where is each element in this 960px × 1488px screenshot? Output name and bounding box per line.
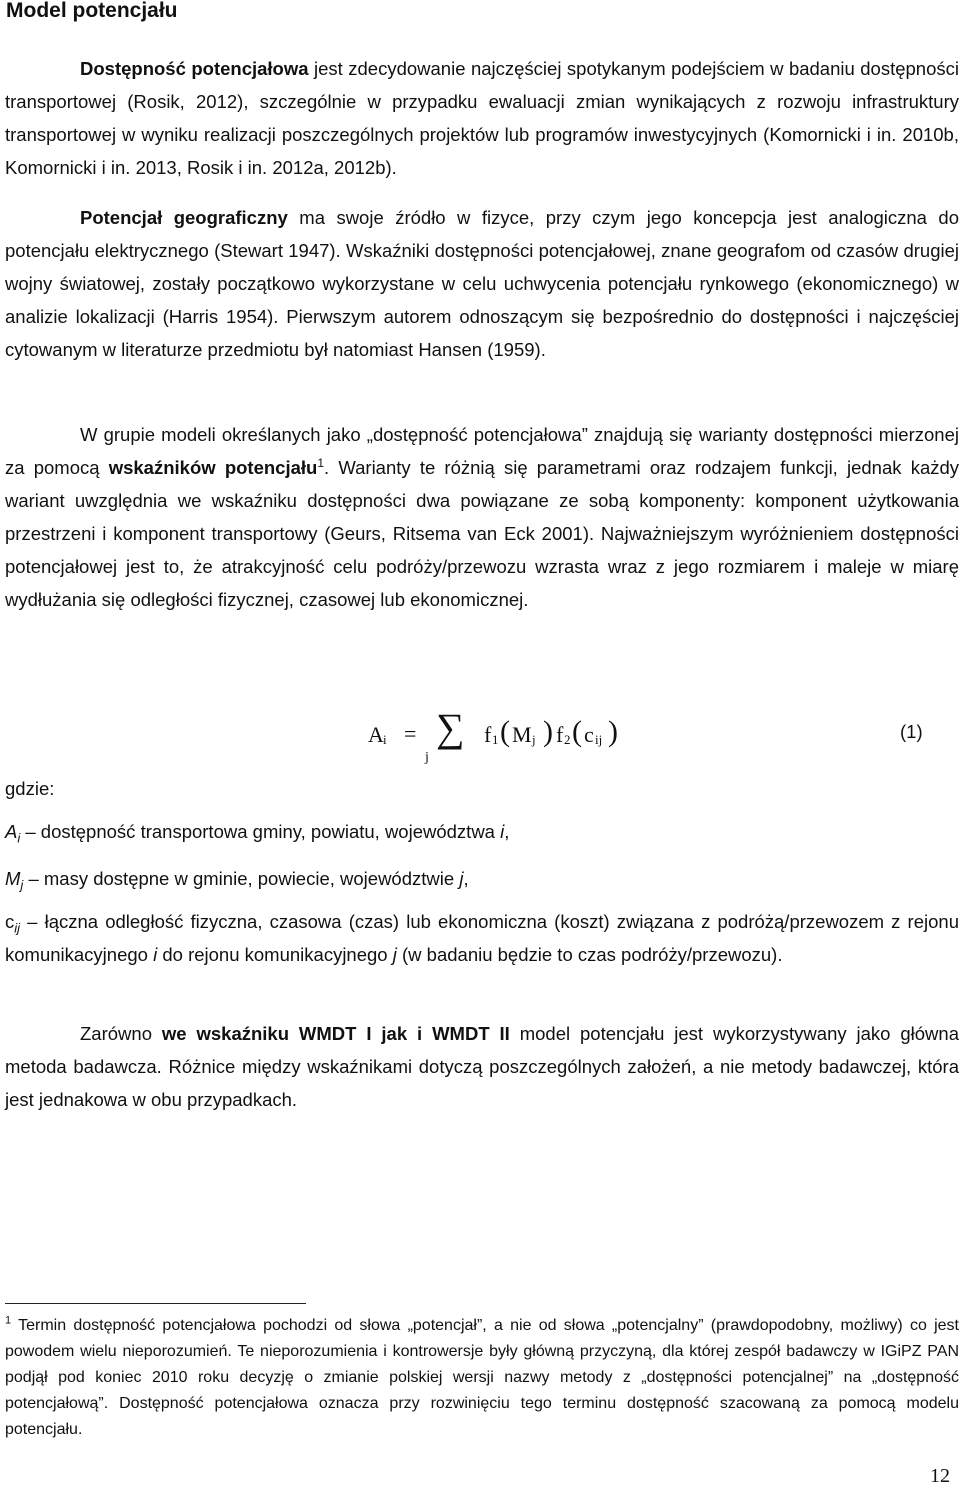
paragraph-text: model potencjału jest wykorzystywany jako główna metoda badawcza. Różnice między wskaźnikami dotyczą poszczególnych założeń, a nie metody badawczej, która jest jednakowa w obu przypadkach.	[5, 1023, 959, 1110]
formula-sum-symbol: ∑	[436, 705, 465, 750]
def-subscript: i	[17, 830, 21, 846]
def-subscript: ij	[14, 920, 21, 936]
def-var: j	[459, 868, 464, 889]
formula-A: A	[368, 722, 384, 747]
def-text: – łączna odległość fizyczna, czasowa (czas) lub ekonomiczna (koszt) związana z podróżą/przewozem z rejonu komunikacyjnego	[5, 911, 959, 965]
formula-rparen-1: )	[543, 715, 553, 748]
formula-equals: =	[404, 721, 417, 746]
formula-lparen-1: (	[500, 715, 510, 748]
formula-lparen-2: (	[572, 715, 582, 748]
def-var: i	[500, 821, 505, 842]
paragraph-text: Zarówno	[80, 1023, 162, 1044]
formula-sub-1: 1	[492, 732, 499, 747]
paragraph-text: jest zdecydowanie najczęściej spotykanym podejściem w badaniu dostępności transportowej (Rosik, 2012), szczególnie w przypadku ewaluacji zmian wynikających z rozwoju infrastruktury transportowej w wyniku realizacji poszczególnych projektów lub programów inwestycyjnych (Komornicki i in. 2010b, Komornicki i in. 2013, Rosik i in. 2012a, 2012b).	[5, 58, 959, 178]
footnote	[5, 1313, 959, 1443]
formula-rparen-2: )	[608, 715, 618, 748]
definition-A	[5, 815, 959, 848]
def-symbol: A	[5, 821, 18, 842]
paragraph-wmdt	[5, 1017, 959, 1116]
def-text: (w badaniu będzie to czas podróży/przewozu).	[396, 944, 783, 965]
definition-c	[5, 905, 959, 971]
def-subscript: j	[20, 877, 24, 893]
footnote-separator	[5, 1303, 306, 1304]
paragraph-text: W grupie modeli określanych jako „dostępność potencjałowa” znajdują się warianty dostępności mierzonej za pomocą	[5, 424, 959, 478]
paragraph-geographic-potential	[5, 201, 959, 366]
definition-M	[5, 862, 959, 895]
bold-term: Potencjał geograficzny	[80, 207, 288, 228]
formula-sum-index: j	[425, 750, 429, 765]
where-label: gdzie:	[5, 778, 55, 799]
formula-sub-2: 2	[564, 732, 571, 747]
formula-f1: f	[484, 722, 492, 747]
def-text: – dostępność transportowa gminy, powiatu, województwa	[20, 821, 501, 842]
formula-f2: f	[556, 722, 564, 747]
formula-c: c	[584, 722, 594, 747]
page-number: 12	[930, 1465, 950, 1487]
bold-term: wskaźników potencjału	[108, 457, 318, 478]
paragraph-accessibility-potential	[5, 52, 959, 184]
formula-sub-j: j	[532, 732, 536, 747]
paragraph-text: . Warianty te różnią się parametrami oraz rodzajem funkcji, jednak każdy wariant uwzględnia we wskaźniku dostępności dwa powiązane ze sobą komponenty: komponent użytkowania przestrzeni i komponent transportowy (Geurs, Ritsema van Eck 2001). Najważniejszym wyróżnieniem dostępności potencjałowej jest to, że atrakcyjność celu podróży/przewozu wzrasta wraz z jego rozmiarem i maleje w miarę wydłużania się odległości fizycznej, czasowej lub ekonomicznej.	[5, 457, 960, 610]
def-text: do rejonu komunikacyjnego	[157, 944, 393, 965]
equation-number: (1)	[900, 721, 923, 742]
def-text: – masy dostępne w gminie, powiecie, województwie	[23, 868, 460, 889]
paragraph-model-variants	[5, 418, 959, 616]
def-var: j	[392, 944, 397, 965]
footnote-mark: 1	[5, 1314, 12, 1327]
footnote-text: Termin dostępność potencjałowa pochodzi od słowa „potencjał”, a nie od słowa „potencjalny” (prawdopodobny, możliwy) co jest powodem wielu nieporozumień. Te nieporozumienia i kontrowersje były główną przyczyną, dla której zespół badawczy w IGiPZ PAN podjął pod koniec 2010 roku decyzję o zmianie polskiej wersji nazwy metody z „dostępności potencjalnej” na „dostępność potencjałową”. Dostępność potencjałowa oznacza przy rozwinięciu tego terminu dostępność szacowaną za pomocą modelu potencjału.	[5, 1317, 959, 1438]
formula-M: M	[512, 722, 532, 747]
def-symbol: c	[5, 911, 15, 932]
paragraph-text: ma swoje źródło w fizyce, przy czym jego koncepcja jest analogiczna do potencjału elektrycznego (Stewart 1947). Wskaźniki dostępności potencjałowej, znane geografom od czasów drugiej wojny światowej, zostały początkowo wykorzystane w celu uchwycenia potencjału rynkowego (ekonomicznego) w analizie lokalizacji (Harris 1954). Pierwszym autorem odnoszącym się bezpośrednio do dostępności i najczęściej cytowanym w literaturze przedmiotu był natomiast Hansen (1959).	[5, 207, 960, 360]
formula-sub-i: i	[383, 732, 387, 747]
potential-formula	[368, 705, 828, 770]
def-end: ,	[463, 868, 469, 889]
footnote-ref: 1	[317, 455, 325, 470]
section-title: Model potencjału	[6, 0, 178, 22]
def-end: ,	[504, 821, 510, 842]
bold-term: Dostępność potencjałowa	[80, 58, 309, 79]
formula-sub-ij: ij	[595, 732, 603, 747]
def-symbol: M	[5, 868, 21, 889]
def-var: i	[153, 944, 158, 965]
bold-term: we wskaźniku WMDT I jak i WMDT II	[161, 1023, 510, 1044]
